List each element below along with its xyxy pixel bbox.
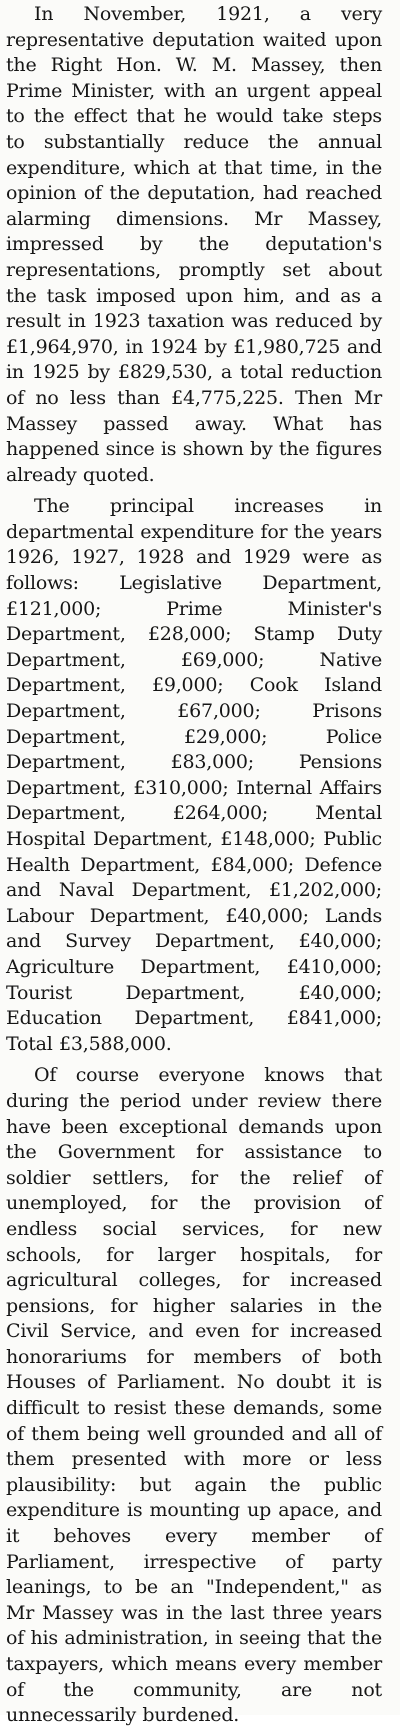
paragraph-departmental-increases: The principal increases in departmental expenditure for the years 1926, 1927, 1928 and 1929 were as follows: Legislative Department, £121,000; Prime Minister's Department, £28,000; Stamp Duty Department, £69,000; Native Department, £9,000; Cook Island Department, £67,000; Prisons Department, £29,000; Police Department, £83,000; Pensions Department, £310,000; Internal Affairs Department, £264,000; Mental Hospital Department, £148,000; Public Health Department, £84,000; Defence and Naval Department, £1,202,000; Labour Department, £40,000; Lands and Survey Department, £40,000; Agriculture Department, £410,000; Tourist Department, £40,000; Education Department, £841,000; Total £3,588,000. [6,495,382,1055]
paragraph-demands-on-government: Of course everyone knows that during the period under review there have been exceptional demands upon the Government for assistance to soldier settlers, for the relief of unemployed, for the provision of endless social services, for new schools, for larger hospitals, for agricultural colleges, for increased pensions, for higher salaries in the Civil Service, and even for increased honorariums for members of both Houses of Parliament. No doubt it is difficult to resist these demands, some of them being well grounded and all of them presented with more or less plausibility: but again the public expenditure is mounting up apace, and it behoves every member of Parliament, irrespective of party leanings, to be an "Independent," as Mr Massey was in the last three years of his administration, in seeing that the taxpayers, which means every member of the community, are not unnecessarily burdened. [6,1064,382,1727]
article-column [6,2,382,1729]
paragraph-deputation: In November, 1921, a very representative deputation waited upon the Right Hon. W. M. Massey, then Prime Minister, with an urgent appeal to the effect that he would take steps to substantially reduce the annual expenditure, which at that time, in the opinion of the deputation, had reached alarming dimensions. Mr Massey, impressed by the deputation's representations, promptly set about the task imposed upon him, and as a result in 1923 taxation was reduced by £1,964,970, in 1924 by £1,980,725 and in 1925 by £829,530, a total reduction of no less than £4,775,225. Then Mr Massey passed away. What has happened since is shown by the figures already quoted. [6,3,382,486]
